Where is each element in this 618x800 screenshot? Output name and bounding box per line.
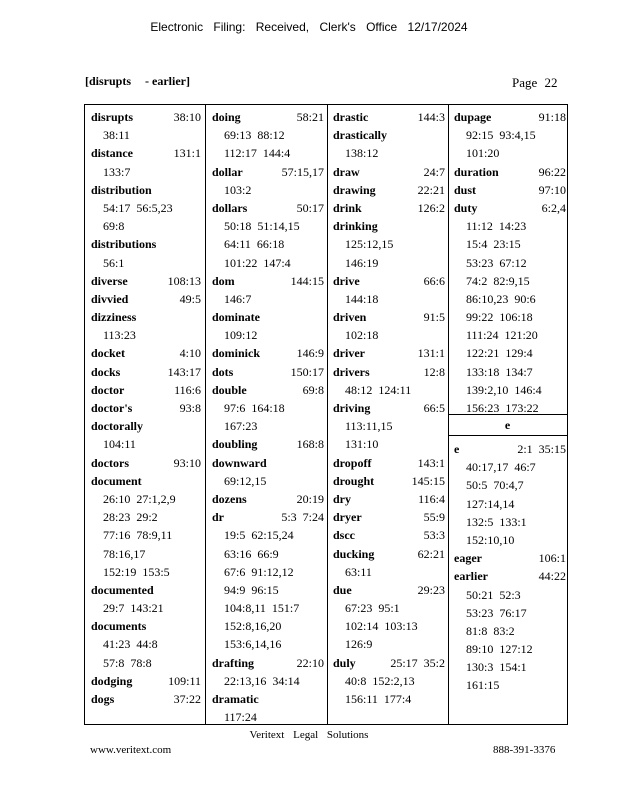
index-term: double bbox=[212, 382, 247, 397]
index-entry bbox=[91, 108, 201, 126]
index-entry bbox=[333, 508, 445, 526]
index-page-refs-continued: 132:5 133:1 bbox=[466, 514, 527, 529]
column-divider bbox=[327, 105, 328, 724]
index-entry bbox=[91, 672, 201, 690]
index-entry bbox=[333, 490, 445, 508]
index-page-refs-continued: 113:23 bbox=[103, 328, 136, 343]
index-page-refs-continued: 26:10 27:1,2,9 bbox=[103, 491, 176, 506]
index-page-refs: 62:21 bbox=[417, 546, 445, 561]
index-page-refs-continued: 53:23 76:17 bbox=[466, 605, 527, 620]
index-entry bbox=[454, 567, 566, 585]
index-column-2 bbox=[212, 108, 324, 726]
index-page-refs-continued: 63:16 66:9 bbox=[224, 546, 279, 561]
index-page-refs-continued: 74:2 82:9,15 bbox=[466, 273, 530, 288]
index-page-refs-continued: 56:1 bbox=[103, 255, 125, 270]
index-term: document bbox=[91, 473, 142, 488]
index-entry bbox=[91, 235, 201, 253]
index-page-refs-continued: 133:7 bbox=[103, 164, 131, 179]
index-term: drawing bbox=[333, 182, 376, 197]
index-page-refs-continued: 86:10,23 90:6 bbox=[466, 291, 536, 306]
index-page-refs-continued: 40:8 152:2,13 bbox=[345, 673, 415, 688]
index-entry bbox=[212, 690, 324, 708]
index-entry bbox=[212, 490, 324, 508]
index-page-refs: 4:10 bbox=[179, 346, 201, 361]
index-page-refs-continued: 89:10 127:12 bbox=[466, 642, 533, 657]
index-page-refs-continued: 54:17 56:5,23 bbox=[103, 200, 173, 215]
index-column-1 bbox=[91, 108, 201, 708]
index-page-refs-continued: 67:6 91:12,12 bbox=[224, 564, 294, 579]
index-entry bbox=[333, 581, 445, 599]
index-term: dscc bbox=[333, 528, 355, 543]
index-page-refs: 108:13 bbox=[167, 273, 201, 288]
index-page-refs: 146:9 bbox=[296, 346, 324, 361]
index-page-refs-continued: 152:8,16,20 bbox=[224, 619, 282, 634]
index-entry bbox=[333, 654, 445, 672]
index-page-refs-continued: 152:19 153:5 bbox=[103, 564, 170, 579]
index-term: driven bbox=[333, 310, 367, 325]
index-page-refs: 50:17 bbox=[296, 200, 324, 215]
index-page-refs: 91:5 bbox=[423, 310, 445, 325]
index-page-refs-continued: 117:24 bbox=[224, 710, 257, 725]
index-term: docket bbox=[91, 346, 125, 361]
index-page-refs: 145:15 bbox=[411, 473, 445, 488]
index-page-refs-continued: 102:18 bbox=[345, 328, 379, 343]
index-page-refs-continued: 77:16 78:9,11 bbox=[103, 528, 173, 543]
index-page-refs-continued: 81:8 83:2 bbox=[466, 623, 515, 638]
index-term: downward bbox=[212, 455, 267, 470]
index-column-4-continued bbox=[454, 440, 566, 695]
index-entry bbox=[333, 472, 445, 490]
index-entry bbox=[333, 545, 445, 563]
index-page-refs-continued: 112:17 144:4 bbox=[224, 146, 291, 161]
index-entry bbox=[333, 126, 445, 144]
index-term: dry bbox=[333, 491, 351, 506]
index-page-refs-continued: 126:9 bbox=[345, 637, 373, 652]
index-entry bbox=[91, 381, 201, 399]
index-page-refs: 37:22 bbox=[173, 692, 201, 706]
index-page-refs: 150:17 bbox=[290, 364, 324, 379]
index-term: distributions bbox=[91, 237, 157, 252]
index-page-refs-continued: 92:15 93:4,15 bbox=[466, 128, 536, 143]
electronic-filing-stamp: Electronic Filing: Received, Clerk's Office 12/17/2024 bbox=[150, 20, 468, 34]
index-page-refs: 38:10 bbox=[173, 110, 201, 124]
index-entry bbox=[212, 344, 324, 362]
index-page-refs-continued: 156:23 173:22 bbox=[466, 401, 539, 415]
index-term: dominick bbox=[212, 346, 261, 361]
index-page-refs-continued: 50:18 51:14,15 bbox=[224, 219, 300, 234]
index-term: disrupts bbox=[91, 110, 134, 124]
index-page-refs: 131:1 bbox=[417, 346, 445, 361]
index-term: dryer bbox=[333, 510, 362, 525]
index-page-refs: 20:19 bbox=[296, 491, 324, 506]
index-page-refs: 57:15,17 bbox=[281, 164, 324, 179]
page-range-label bbox=[85, 74, 190, 89]
index-page-refs-continued: 99:22 106:18 bbox=[466, 310, 533, 325]
index-entry bbox=[91, 363, 201, 381]
index-page-refs-continued: 125:12,15 bbox=[345, 237, 394, 252]
index-entry bbox=[212, 108, 324, 126]
footer-company: Veritext Legal Solutions bbox=[249, 729, 369, 741]
index-term: duration bbox=[454, 164, 499, 179]
index-term: dominate bbox=[212, 310, 260, 325]
index-page-refs-continued: 113:11,15 bbox=[345, 419, 393, 434]
index-page-refs-continued: 57:8 78:8 bbox=[103, 655, 152, 670]
index-page-refs: 22:21 bbox=[417, 182, 445, 197]
index-entry bbox=[91, 617, 201, 635]
range-end: - earlier] bbox=[145, 74, 190, 88]
index-page-refs: 168:8 bbox=[296, 437, 324, 452]
index-entry bbox=[212, 435, 324, 453]
index-page-refs-continued: 22:13,16 34:14 bbox=[224, 673, 300, 688]
index-page-refs-continued: 109:12 bbox=[224, 328, 258, 343]
index-term: dust bbox=[454, 182, 477, 197]
index-term: drive bbox=[333, 273, 360, 288]
index-page-refs-continued: 144:18 bbox=[345, 291, 379, 306]
index-page-refs-continued: 28:23 29:2 bbox=[103, 510, 158, 525]
index-entry bbox=[91, 690, 201, 708]
index-term: dozens bbox=[212, 491, 247, 506]
index-page-refs: 116:6 bbox=[174, 382, 201, 397]
index-page-refs: 96:22 bbox=[538, 164, 566, 179]
index-entry bbox=[91, 181, 201, 199]
index-page-refs: 143:17 bbox=[167, 364, 201, 379]
index-page-refs: 93:10 bbox=[173, 455, 201, 470]
index-page-refs: 109:11 bbox=[168, 673, 201, 688]
index-entry bbox=[333, 272, 445, 290]
index-page-refs: 144:15 bbox=[290, 273, 324, 288]
index-term: documents bbox=[91, 619, 147, 634]
index-entry bbox=[91, 454, 201, 472]
index-term: eager bbox=[454, 551, 482, 566]
index-term: diverse bbox=[91, 273, 128, 288]
index-entry bbox=[212, 199, 324, 217]
index-page-refs-continued: 156:11 177:4 bbox=[345, 692, 412, 706]
index-page-refs-continued: 138:12 bbox=[345, 146, 379, 161]
index-entry bbox=[333, 344, 445, 362]
index-term: draw bbox=[333, 164, 360, 179]
range-start: [disrupts bbox=[85, 74, 132, 88]
index-page-refs: 22:10 bbox=[296, 655, 324, 670]
index-page-refs-continued: 146:7 bbox=[224, 291, 252, 306]
index-page-refs: 49:5 bbox=[179, 291, 201, 306]
index-entry bbox=[454, 199, 566, 217]
section-letter: e bbox=[504, 418, 511, 432]
index-page-refs-continued: 131:10 bbox=[345, 437, 379, 452]
index-page-refs-continued: 67:23 95:1 bbox=[345, 601, 400, 616]
index-page-refs-continued: 15:4 23:15 bbox=[466, 237, 521, 252]
index-entry bbox=[333, 181, 445, 199]
index-page-refs-continued: 69:12,15 bbox=[224, 473, 267, 488]
index-page-refs-continued: 133:18 134:7 bbox=[466, 364, 533, 379]
index-term: doubling bbox=[212, 437, 258, 452]
index-term: doctors bbox=[91, 455, 129, 470]
index-page-refs: 66:6 bbox=[423, 273, 445, 288]
index-page-refs-continued: 78:16,17 bbox=[103, 546, 146, 561]
index-entry bbox=[91, 290, 201, 308]
index-page-refs-continued: 130:3 154:1 bbox=[466, 660, 527, 675]
index-term: drastically bbox=[333, 128, 387, 143]
index-entry bbox=[91, 399, 201, 417]
index-entry bbox=[333, 308, 445, 326]
index-term: doctor's bbox=[91, 401, 133, 415]
index-page-refs: 6:2,4 bbox=[541, 200, 566, 215]
index-page-refs: 66:5 bbox=[423, 401, 445, 415]
index-page-refs-continued: 63:11 bbox=[345, 564, 372, 579]
index-term: dots bbox=[212, 364, 234, 379]
index-term: ducking bbox=[333, 546, 375, 561]
index-term: e bbox=[454, 442, 460, 456]
index-entry bbox=[333, 217, 445, 235]
footer-website: www.veritext.com bbox=[90, 744, 172, 756]
index-page-refs: 97:10 bbox=[538, 182, 566, 197]
index-page-refs: 116:4 bbox=[418, 491, 445, 506]
index-entry bbox=[212, 272, 324, 290]
index-page-refs: 29:23 bbox=[417, 582, 445, 597]
index-page-refs-continued: 104:8,11 151:7 bbox=[224, 601, 300, 616]
index-page-refs-continued: 102:14 103:13 bbox=[345, 619, 418, 634]
index-term: divvied bbox=[91, 291, 129, 306]
index-page-refs-continued: 41:23 44:8 bbox=[103, 637, 158, 652]
index-entry bbox=[212, 163, 324, 181]
index-entry bbox=[333, 399, 445, 417]
index-term: distribution bbox=[91, 182, 152, 197]
index-page-refs: 144:3 bbox=[417, 110, 445, 124]
index-term: dollar bbox=[212, 164, 243, 179]
index-term: dropoff bbox=[333, 455, 372, 470]
index-term: dizziness bbox=[91, 310, 137, 325]
index-page-refs: 58:21 bbox=[296, 110, 324, 124]
index-page-refs: 91:18 bbox=[538, 110, 566, 124]
index-page-refs-continued: 152:10,10 bbox=[466, 532, 515, 547]
index-table bbox=[84, 104, 568, 725]
index-term: driving bbox=[333, 401, 371, 415]
index-column-3 bbox=[333, 108, 445, 708]
index-entry bbox=[454, 163, 566, 181]
index-term: docks bbox=[91, 364, 121, 379]
index-term: earlier bbox=[454, 569, 488, 584]
index-entry bbox=[212, 308, 324, 326]
footer-phone: 888-391-3376 bbox=[493, 744, 556, 756]
index-page-refs-continued: 69:13 88:12 bbox=[224, 128, 285, 143]
index-entry bbox=[91, 144, 201, 162]
index-page-refs-continued: 127:14,14 bbox=[466, 496, 515, 511]
index-page-refs: 126:2 bbox=[417, 200, 445, 215]
index-term: documented bbox=[91, 582, 154, 597]
section-rule bbox=[448, 435, 567, 436]
index-term: duty bbox=[454, 200, 478, 215]
index-page-refs: 106:1 bbox=[538, 551, 566, 566]
index-term: due bbox=[333, 582, 352, 597]
index-page-refs-continued: 50:5 70:4,7 bbox=[466, 478, 524, 493]
index-entry bbox=[333, 163, 445, 181]
index-term: drink bbox=[333, 200, 362, 215]
index-term: drought bbox=[333, 473, 375, 488]
index-term: dramatic bbox=[212, 692, 259, 706]
index-page-refs: 5:3 7:24 bbox=[281, 510, 324, 525]
index-term: doctor bbox=[91, 382, 125, 397]
index-page-refs: 131:1 bbox=[173, 146, 201, 161]
index-page-refs: 12:8 bbox=[423, 364, 445, 379]
index-page-refs: 143:1 bbox=[417, 455, 445, 470]
index-page-refs-continued: 69:8 bbox=[103, 219, 125, 234]
index-entry bbox=[91, 472, 201, 490]
index-term: dupage bbox=[454, 110, 492, 124]
index-page-refs-continued: 38:11 bbox=[103, 128, 130, 143]
index-entry bbox=[333, 199, 445, 217]
index-entry bbox=[454, 181, 566, 199]
section-rule bbox=[448, 414, 567, 415]
index-entry bbox=[91, 417, 201, 435]
index-entry bbox=[91, 344, 201, 362]
index-page-refs: 2:1 35:15 bbox=[517, 442, 566, 456]
index-page-refs-continued: 29:7 143:21 bbox=[103, 601, 164, 616]
index-page-refs: 55:9 bbox=[423, 510, 445, 525]
index-entry bbox=[454, 549, 566, 567]
index-page-refs-continued: 111:24 121:20 bbox=[466, 328, 538, 343]
index-page-refs: 25:17 35:2 bbox=[390, 655, 445, 670]
index-page-refs-continued: 94:9 96:15 bbox=[224, 582, 279, 597]
index-page-refs-continued: 101:22 147:4 bbox=[224, 255, 291, 270]
index-entry bbox=[212, 454, 324, 472]
index-term: dollars bbox=[212, 200, 248, 215]
index-entry bbox=[212, 654, 324, 672]
index-page-refs-continued: 153:6,14,16 bbox=[224, 637, 282, 652]
index-entry bbox=[91, 581, 201, 599]
index-entry bbox=[454, 108, 566, 126]
index-term: dogs bbox=[91, 692, 115, 706]
index-entry bbox=[212, 363, 324, 381]
index-page-refs-continued: 167:23 bbox=[224, 419, 258, 434]
index-page-refs-continued: 161:15 bbox=[466, 678, 500, 693]
index-page-refs-continued: 146:19 bbox=[345, 255, 379, 270]
index-term: driver bbox=[333, 346, 365, 361]
index-page-refs: 69:8 bbox=[302, 382, 324, 397]
index-term: drastic bbox=[333, 110, 369, 124]
index-entry bbox=[91, 308, 201, 326]
index-entry bbox=[454, 440, 566, 458]
index-page-refs-continued: 50:21 52:3 bbox=[466, 587, 521, 602]
index-page-refs: 24:7 bbox=[423, 164, 445, 179]
index-page-refs-continued: 11:12 14:23 bbox=[466, 219, 527, 234]
index-page-refs: 44:22 bbox=[538, 569, 566, 584]
column-divider bbox=[205, 105, 206, 724]
index-page-refs-continued: 104:11 bbox=[103, 437, 136, 452]
index-term: doctorally bbox=[91, 419, 143, 434]
index-page-refs: 93:8 bbox=[179, 401, 201, 415]
index-page-refs-continued: 97:6 164:18 bbox=[224, 401, 285, 415]
index-page-refs-continued: 19:5 62:15,24 bbox=[224, 528, 294, 543]
index-term: dr bbox=[212, 510, 224, 525]
index-page-refs-continued: 40:17,17 46:7 bbox=[466, 460, 536, 475]
index-page-refs-continued: 64:11 66:18 bbox=[224, 237, 285, 252]
index-term: drivers bbox=[333, 364, 370, 379]
index-page-refs-continued: 122:21 129:4 bbox=[466, 346, 533, 361]
index-term: doing bbox=[212, 110, 241, 124]
page-number: Page 22 bbox=[512, 75, 558, 90]
index-term: drafting bbox=[212, 655, 254, 670]
index-page-refs-continued: 139:2,10 146:4 bbox=[466, 382, 542, 397]
index-term: duly bbox=[333, 655, 356, 670]
index-entry bbox=[333, 454, 445, 472]
index-entry bbox=[333, 363, 445, 381]
index-term: distance bbox=[91, 146, 133, 161]
index-page-refs-continued: 101:20 bbox=[466, 146, 500, 161]
index-entry bbox=[333, 526, 445, 544]
index-page-refs-continued: 48:12 124:11 bbox=[345, 382, 412, 397]
index-page-refs: 53:3 bbox=[423, 528, 445, 543]
index-page-refs-continued: 53:23 67:12 bbox=[466, 255, 527, 270]
index-page-refs-continued: 103:2 bbox=[224, 182, 252, 197]
index-column-4 bbox=[454, 108, 566, 417]
index-term: dom bbox=[212, 273, 235, 288]
index-entry bbox=[91, 272, 201, 290]
index-entry bbox=[212, 508, 324, 526]
index-term: dodging bbox=[91, 673, 133, 688]
index-entry bbox=[212, 381, 324, 399]
index-term: drinking bbox=[333, 219, 378, 234]
index-entry bbox=[333, 108, 445, 126]
